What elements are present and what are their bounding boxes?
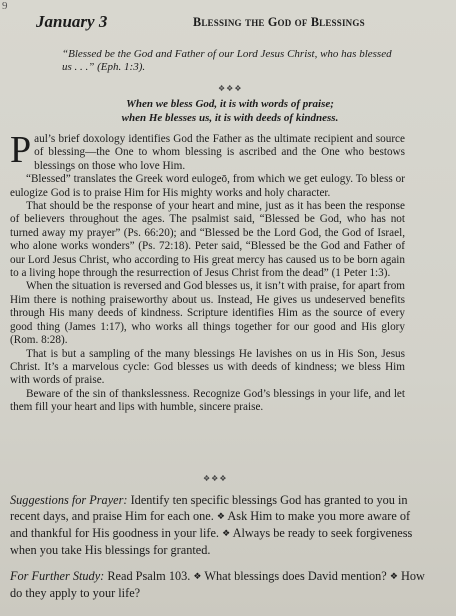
- diamond-separator-icon: ❖: [193, 571, 202, 581]
- scripture-epigraph: “Blessed be the God and Father of our Lord Jesus Christ, who has blessed us . . .” (Eph. 1:3).: [62, 48, 392, 73]
- paragraph-4: When the situation is reversed and God blesses us, it isn’t with praise, for apart from Him there is nothing praiseworthy about us. Instead, He gives us undeserved benefits through His many deeds of kindness. Scripture identifies Him as the source of every good thing (James 1:17), who works all things together for our good and His glory (Rom. 8:28).: [10, 280, 405, 347]
- drop-cap: P: [10, 129, 32, 171]
- further-study-item-3: How do they apply to your life?: [10, 569, 425, 600]
- main-text: [10, 129, 405, 415]
- diamond-separator-icon: ❖: [222, 528, 231, 538]
- entry-date: January 3: [36, 12, 108, 31]
- suggestions-for-prayer: [10, 492, 420, 558]
- paragraph-3: That should be the response of your heart and mine, just as it has been the response of believers throughout the ages. The psalmist said, “Blessed be God, who has not turned away my prayer” (Ps. 66:20); and “Blessed be the Lord God, the God of Israel, who alone works wonders” (Ps. 72:18). Peter said, “Blessed be the God and Father of our Lord Jesus Christ, who according to His great mercy has caused us to be born again to a living hope through the resurrection of Jesus Christ from the dead” (1 Peter 1:3).: [10, 200, 405, 280]
- further-study-item-2: What blessings does David mention?: [204, 569, 387, 583]
- page-corner-mark: 9: [2, 0, 8, 12]
- page-header: [36, 12, 426, 36]
- further-study-item-1: Read Psalm 103.: [107, 569, 191, 583]
- maxim-line-1: When we bless God, it is with words of praise;: [126, 98, 334, 110]
- paragraph-6: Beware of the sin of thankslessness. Recognize God’s blessings in your life, and let them fill your heart and lips with humble, sincere praise.: [10, 387, 405, 414]
- paragraph-2: “Blessed” translates the Greek word eulogeō, from which we get eulogy. To bless or eulogize God is to praise Him for His mighty works and holy character.: [10, 173, 405, 199]
- diamond-separator-icon: ❖: [389, 571, 398, 581]
- paragraph-1: [10, 129, 405, 173]
- ornament-divider-top: ❖❖❖: [218, 84, 243, 93]
- further-study: [10, 568, 428, 601]
- paragraph-5: That is but a sampling of the many blessings He lavishes on us in His Son, Jesus Christ. It’s a marvelous cycle: God blesses us with deeds of kindness; we bless Him with words of praise.: [10, 347, 405, 387]
- suggestion-item-2: Ask Him to make you more aware of and thankful for His goodness in your life.: [10, 509, 411, 540]
- paragraph-1-text: aul’s brief doxology identifies God the Father as the ultimate recipient and source of blessing—the One to whom blessing is ascribed and the One who bestows blessings on those who love Him.: [34, 133, 405, 172]
- suggestion-item-3: Always be ready to seek forgiveness when you take His blessings for granted.: [10, 526, 413, 557]
- suggestion-item-1: Identify ten specific blessings God has granted to you in recent days, and praise Him for each one.: [10, 493, 408, 523]
- maxim-line-2: when He blesses us, it is with deeds of kindness.: [121, 111, 339, 124]
- key-maxim: [80, 98, 380, 125]
- diamond-separator-icon: ❖: [216, 511, 225, 521]
- ornament-divider-bottom: ❖❖❖: [203, 474, 228, 483]
- suggestions-label: Suggestions for Prayer:: [10, 493, 128, 507]
- entry-title: Blessing the God of Blessings: [193, 15, 365, 29]
- further-study-label: For Further Study:: [10, 569, 105, 583]
